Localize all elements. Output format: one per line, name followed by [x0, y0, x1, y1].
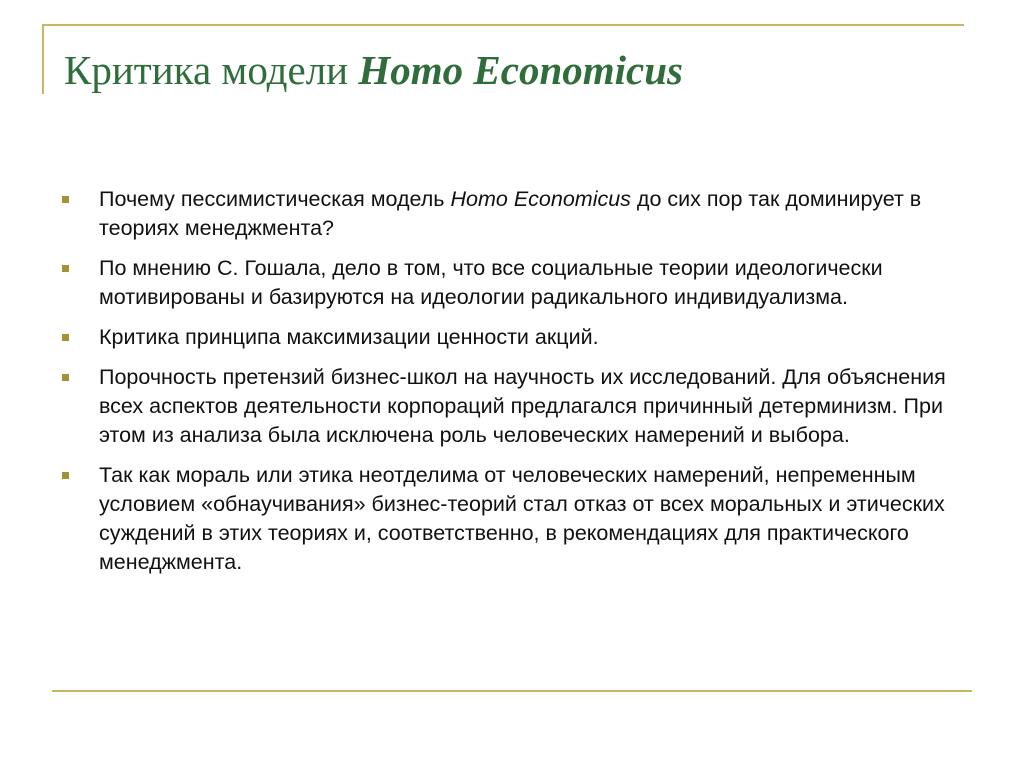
bullet-text	[99, 187, 921, 240]
left-accent-line	[42, 24, 44, 94]
square-bullet-icon	[62, 196, 69, 203]
bullet-text-segment: до сих пор так доминирует в теориях менеджмента?	[99, 187, 922, 240]
bullet-item	[62, 254, 952, 312]
bullet-text-segment: Почему пессимистическая модель	[99, 187, 451, 211]
bottom-divider-line	[52, 690, 972, 692]
bullet-text: По мнению С. Гошала, дело в том, что все социальные теории идеологически мотивированы и базируются на идеологии радикального индивидуализма.	[99, 256, 883, 309]
square-bullet-icon	[62, 472, 69, 479]
top-divider-line	[42, 24, 964, 26]
title-prefix: Критика модели	[64, 47, 359, 93]
bullet-item	[62, 185, 952, 243]
bullet-item	[62, 363, 952, 450]
bullet-item	[62, 461, 952, 577]
title-emphasis: Homo Economicus	[358, 47, 683, 93]
bullet-text: Критика принципа максимизации ценности акций.	[99, 325, 599, 349]
bullet-list	[62, 185, 952, 588]
slide-title	[64, 44, 944, 96]
square-bullet-icon	[62, 334, 69, 341]
bullet-text: Так как мораль или этика неотделима от человеческих намерений, непременным условием «обнаучивания» бизнес-теорий стал отказ от всех моральных и этических суждений в этих теориях и, соответственно, в рекомендациях для практического менеджмента.	[99, 463, 945, 574]
bullet-item	[62, 323, 952, 352]
bullet-text: Порочность претензий бизнес-школ на научность их исследований. Для объяснения всех аспектов деятельности корпораций предлагался причинный детерминизм. При этом из анализа была исключена роль человеческих намерений и выбора.	[99, 365, 946, 447]
bullet-text-italic: Homo Economicus	[450, 187, 631, 211]
square-bullet-icon	[62, 265, 69, 272]
square-bullet-icon	[62, 374, 69, 381]
